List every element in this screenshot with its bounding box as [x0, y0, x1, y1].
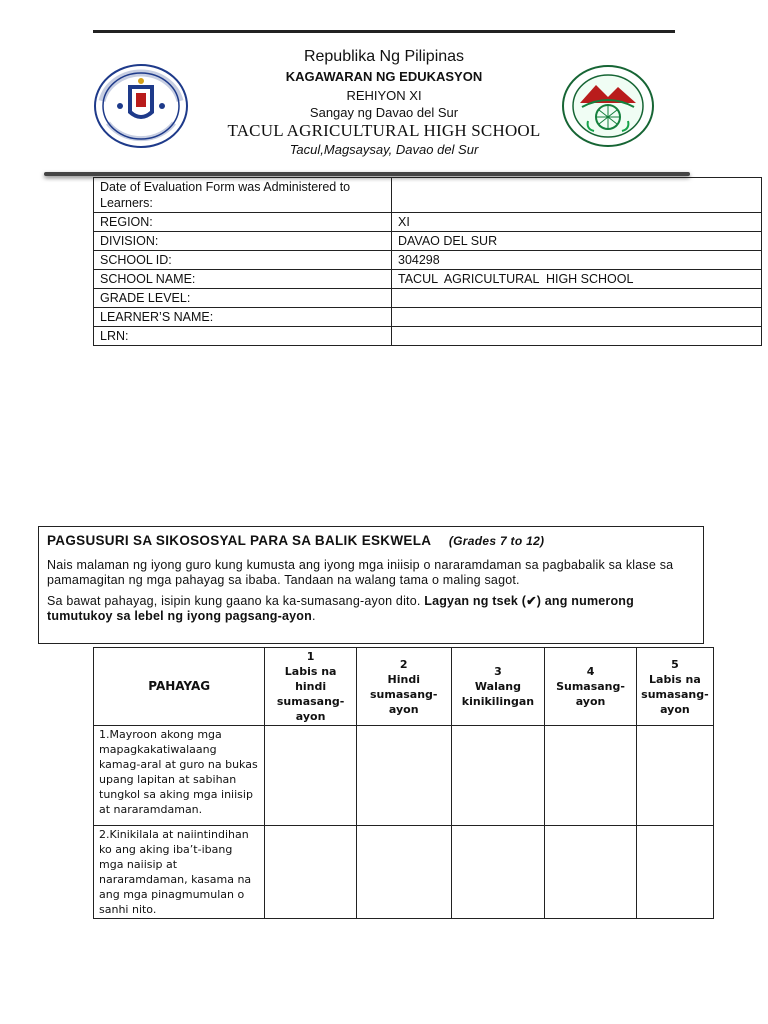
instructions-emphasis: Lagyan ng tsek (✔) ang numerong tumutukoy sa lebel ng iyong pagsang-ayon: [47, 594, 634, 623]
header-republika: Republika Ng Pilipinas: [303, 48, 465, 65]
info-value[interactable]: [392, 289, 762, 308]
info-label: DIVISION:: [94, 232, 392, 251]
letterhead-divider: [44, 172, 690, 176]
instructions-title: [47, 533, 695, 548]
table-row: [94, 726, 714, 826]
table-row: [94, 826, 714, 919]
survey-header-row: [94, 648, 714, 726]
header-sangay: Sangay ng Davao del Sur: [309, 105, 459, 120]
statement-cell: 1.Mayroon akong mga mapagkakatiwalaang kamag-aral at guro na bukas upang lapitan at sabihan tungkol sa aking mga iniisip at nararamdaman.: [94, 726, 265, 826]
info-label: REGION:: [94, 213, 392, 232]
scale-header-2: [356, 648, 451, 726]
info-row-region: [94, 213, 762, 232]
instructions-paragraph-2: [47, 594, 695, 624]
survey-table: [93, 647, 714, 919]
deped-seal-icon: [92, 63, 192, 149]
rating-cell-2[interactable]: [356, 826, 451, 919]
instructions-box: [38, 526, 704, 644]
scale-label: Walang kinikilingan: [461, 680, 535, 708]
learner-info-table: [93, 177, 762, 346]
scale-label: Hindi sumasang-ayon: [369, 672, 438, 716]
info-row-learner-name: [94, 308, 762, 327]
info-row-grade-level: [94, 289, 762, 308]
info-label: Date of Evaluation Form was Administered to Learners:: [94, 178, 392, 213]
info-value[interactable]: [392, 327, 762, 346]
info-row-division: [94, 232, 762, 251]
header-school-name: TACUL AGRICULTURAL HIGH SCHOOL: [227, 121, 541, 140]
info-label: GRADE LEVEL:: [94, 289, 392, 308]
statement-column-header: PAHAYAG: [94, 648, 265, 726]
rating-cell-5[interactable]: [636, 826, 713, 919]
survey-title: PAGSUSURI SA SIKOSOSYAL PARA SA BALIK ESKWELA: [47, 533, 431, 548]
rating-cell-3[interactable]: [451, 826, 545, 919]
info-label: SCHOOL ID:: [94, 251, 392, 270]
info-value[interactable]: DAVAO DEL SUR: [392, 232, 762, 251]
scale-header-5: [636, 648, 713, 726]
instructions-text: Sa bawat pahayag, isipin kung gaano ka ka-sumasang-ayon dito.: [47, 594, 425, 608]
info-value[interactable]: [392, 308, 762, 327]
info-row-date: [94, 178, 762, 213]
info-label: LEARNER’S NAME:: [94, 308, 392, 327]
rating-cell-5[interactable]: [636, 726, 713, 826]
scale-number: 4: [586, 665, 595, 678]
scale-number: 2: [399, 657, 408, 671]
info-label: SCHOOL NAME:: [94, 270, 392, 289]
scale-label: Sumasang-ayon: [556, 680, 625, 708]
rating-cell-4[interactable]: [545, 726, 637, 826]
scale-number: 5: [671, 657, 679, 671]
scale-label: Labis na sumasang-ayon: [641, 672, 709, 716]
top-rule: [93, 30, 675, 33]
info-value[interactable]: 304298: [392, 251, 762, 270]
info-value[interactable]: TACUL AGRICULTURAL HIGH SCHOOL: [392, 270, 762, 289]
info-row-school-id: [94, 251, 762, 270]
rating-cell-1[interactable]: [265, 726, 357, 826]
scale-header-1: [265, 648, 357, 726]
info-value[interactable]: XI: [392, 213, 762, 232]
info-value[interactable]: [392, 178, 762, 213]
rating-cell-1[interactable]: [265, 826, 357, 919]
header-location: Tacul,Magsaysay, Davao del Sur: [289, 142, 479, 157]
scale-label: Labis na hindi sumasang-ayon: [276, 665, 345, 723]
grades-label: (Grades 7 to 12): [448, 534, 545, 548]
info-label: LRN:: [94, 327, 392, 346]
info-row-lrn: [94, 327, 762, 346]
instructions-paragraph-1: Nais malaman ng iyong guro kung kumusta ang iyong mga iniisip o nararamdaman sa pagbabalik sa klase sa pamamagitan ng mga pahayag sa ibaba. Tandaan na walang tama o maling sagot.: [47, 558, 674, 587]
scale-header-3: [451, 648, 545, 726]
rating-cell-3[interactable]: [451, 726, 545, 826]
header-rehiyon: REHIYON XI: [346, 88, 422, 103]
instructions-end: .: [311, 609, 316, 623]
scale-header-4: [545, 648, 637, 726]
statement-cell: 2.Kinikilala at naiintindihan ko ang aking iba’t-ibang mga naiisip at nararamdaman, kasama na ang mga pinagmumulan o sanhi nito.: [94, 826, 265, 919]
scale-number: 1: [306, 650, 315, 663]
scale-number: 3: [494, 665, 502, 678]
info-row-school-name: [94, 270, 762, 289]
rating-cell-2[interactable]: [356, 726, 451, 826]
header-kagawaran: KAGAWARAN NG EDUKASYON: [285, 69, 483, 84]
rating-cell-4[interactable]: [545, 826, 637, 919]
